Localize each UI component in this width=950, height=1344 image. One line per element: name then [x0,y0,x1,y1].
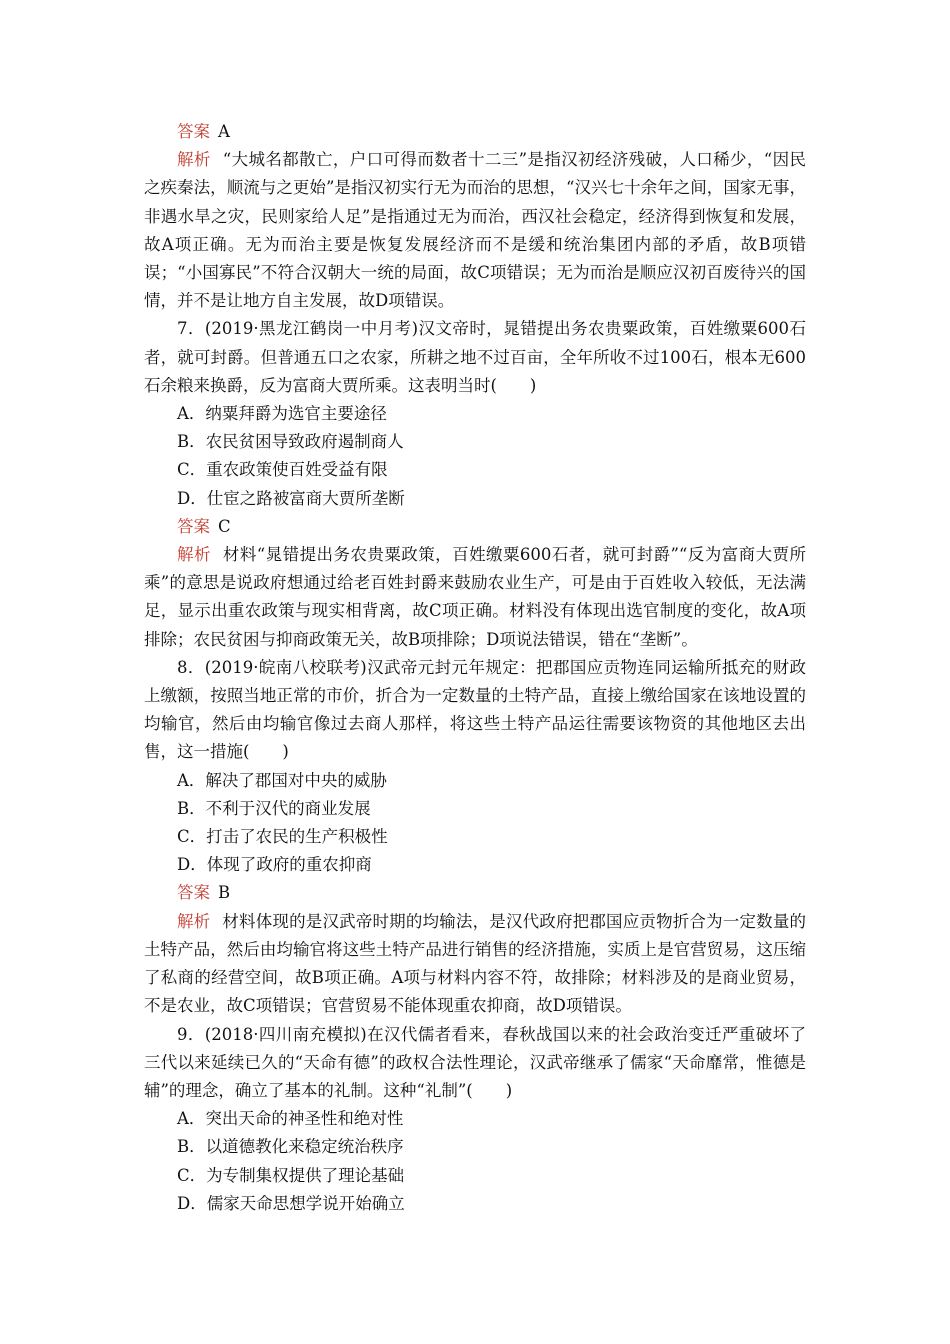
option-a-q7: A．纳粟拜爵为选官主要途径 [177,404,387,424]
option-c-q7: C．重农政策使百姓受益有限 [177,460,388,480]
option-a-q8: A．解决了郡国对中央的威胁 [177,770,387,790]
answer-label: 答案 [177,516,210,536]
option-b-q8: B．不利于汉代的商业发展 [177,798,371,818]
option-b-q7: B．农民贫困导致政府遏制商人 [177,432,404,452]
analysis-q7 [144,541,806,654]
option-d-q7: D．仕宦之路被富商大贾所垄断 [177,488,405,508]
document-content [144,118,806,1218]
analysis-text-q7: 材料“晁错提出务农贵粟政策，百姓缴粟600石者，就可封爵”“反为富商大贾所乘”的意思是说政府想通过给老百姓封爵来鼓励农业生产，可是由于百姓收入较低，无法满足，显示出重农政策与现实相背离，故C项正确。材料没有体现出选官制度的变化，故A项排除；农民贫困与抑商政策无关，故B项排除；D项说法错误，错在“垄断”。 [144,545,806,649]
analysis-label: 解析 [177,545,211,565]
analysis-label: 解析 [177,150,211,170]
option-d-q9: D．儒家天命思想学说开始确立 [177,1193,405,1213]
analysis-q6 [144,146,806,315]
answer-label: 答案 [177,122,210,141]
option-c-q9: C．为专制集权提供了理论基础 [177,1165,405,1185]
question-stem-q9: 9．(2018·四川南充模拟)在汉代儒者看来，春秋战国以来的社会政治变迁严重破坏了三代以来延续已久的“天命有德”的政权合法性理论，汉武帝继承了儒家“天命靡常，惟德是辅”的理念，确立了基本的礼制。这种“礼制”( ) [144,1024,806,1100]
option-b-q9: B．以道德教化来稳定统治秩序 [177,1137,404,1157]
answer-value-q7: C [218,516,231,536]
answer-value-q6: A [218,122,230,141]
option-a-q9: A．突出天命的神圣性和绝对性 [177,1109,404,1129]
question-stem-q7: 7．(2019·黑龙江鹤岗一中月考)汉文帝时，晁错提出务农贵粟政策，百姓缴粟600石者，就可封爵。但普通五口之农家，所耕之地不过百亩，全年所收不过100石，根本无600石余粮来换爵，反为富商大贾所乘。这表明当时( ) [144,319,806,395]
answer-value-q8: B [218,883,231,903]
answer-line-q6 [144,118,806,146]
analysis-label: 解析 [177,911,211,931]
analysis-text-q6: “大城名都散亡，户口可得而数者十二三”是指汉初经济残破，人口稀少，“因民之疾秦法，顺流与之更始”是指汉初实行无为而治的思想，“汉兴七十余年之间，国家无事，非遇水旱之灾，民则家给人足”是指通过无为而治，西汉社会稳定，经济得到恢复和发展，故A项正确。无为而治主要是恢复发展经济而不是缓和统治集团内部的矛盾，故B项错误；“小国寡民”不符合汉朝大一统的局面，故C项错误；无为而治是顺应汉初百废待兴的国情，并不是让地方自主发展，故D项错误。 [144,150,807,311]
analysis-text-q8: 材料体现的是汉武帝时期的均输法，是汉代政府把郡国应贡物折合为一定数量的土特产品，然后由均输官将这些土特产品进行销售的经济措施，实质上是官营贸易，这压缩了私商的经营空间，故B项正确。A项与材料内容不符，故排除；材料涉及的是商业贸易，不是农业，故C项错误；官营贸易不能体现重农抑商，故D项错误。 [144,911,807,1016]
option-d-q8: D．体现了政府的重农抑商 [177,855,372,875]
answer-line-q8 [144,879,806,907]
question-stem-q8: 8．(2019·皖南八校联考)汉武帝元封元年规定：把郡国应贡物连同运输所抵充的财政上缴额，按照当地正常的市价，折合为一定数量的土特产品，直接上缴给国家在该地设置的均输官，然后由均输官像过去商人那样，将这些土特产品运往需要该物资的其他地区去出售，这一措施( ) [144,657,806,762]
option-c-q8: C．打击了农民的生产积极性 [177,827,388,847]
answer-line-q7 [144,513,806,541]
analysis-q8 [144,908,806,1021]
answer-label: 答案 [177,883,210,903]
